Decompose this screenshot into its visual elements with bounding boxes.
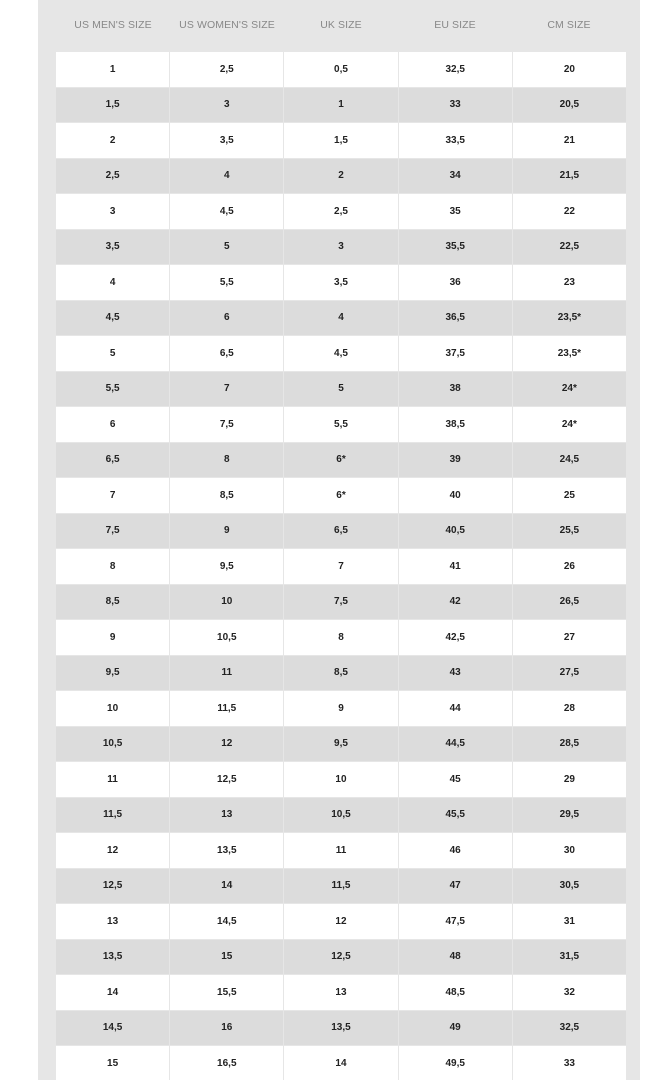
cell-uk: 12 — [284, 904, 397, 939]
table-row — [56, 194, 626, 229]
cell-us-mens: 6,5 — [56, 443, 169, 478]
cell-eu: 43 — [399, 656, 512, 691]
cell-us-mens: 9,5 — [56, 656, 169, 691]
cell-cm: 33 — [513, 1046, 626, 1081]
table-row — [56, 230, 626, 265]
cell-us-womens: 15,5 — [170, 975, 283, 1010]
cell-eu: 37,5 — [399, 336, 512, 371]
cell-cm: 28,5 — [513, 727, 626, 762]
cell-us-womens: 6 — [170, 301, 283, 336]
cell-us-womens: 2,5 — [170, 52, 283, 87]
cell-us-womens: 16,5 — [170, 1046, 283, 1081]
cell-eu: 40,5 — [399, 514, 512, 549]
table-row — [56, 52, 626, 87]
cell-eu: 36 — [399, 265, 512, 300]
table-row — [56, 265, 626, 300]
cell-uk: 7 — [284, 549, 397, 584]
table-row — [56, 904, 626, 939]
cell-cm: 32,5 — [513, 1011, 626, 1046]
cell-us-womens: 11,5 — [170, 691, 283, 726]
cell-eu: 39 — [399, 443, 512, 478]
cell-us-mens: 4,5 — [56, 301, 169, 336]
cell-us-womens: 10,5 — [170, 620, 283, 655]
cell-uk: 11 — [284, 833, 397, 868]
cell-us-womens: 8,5 — [170, 478, 283, 513]
cell-us-mens: 5,5 — [56, 372, 169, 407]
table-row — [56, 407, 626, 442]
cell-uk: 12,5 — [284, 940, 397, 975]
cell-uk: 7,5 — [284, 585, 397, 620]
cell-us-mens: 8,5 — [56, 585, 169, 620]
cell-us-womens: 4,5 — [170, 194, 283, 229]
cell-us-mens: 14 — [56, 975, 169, 1010]
cell-us-mens: 7 — [56, 478, 169, 513]
cell-uk: 14 — [284, 1046, 397, 1081]
cell-uk: 5,5 — [284, 407, 397, 442]
cell-us-mens: 6 — [56, 407, 169, 442]
cell-eu: 48 — [399, 940, 512, 975]
table-row — [56, 940, 626, 975]
cell-us-mens: 8 — [56, 549, 169, 584]
cell-cm: 31 — [513, 904, 626, 939]
table-row — [56, 1011, 626, 1046]
cell-cm: 24* — [513, 372, 626, 407]
cell-cm: 26,5 — [513, 585, 626, 620]
cell-cm: 22 — [513, 194, 626, 229]
cell-us-mens: 12,5 — [56, 869, 169, 904]
cell-cm: 26 — [513, 549, 626, 584]
table-row — [56, 514, 626, 549]
table-row — [56, 975, 626, 1010]
cell-cm: 24* — [513, 407, 626, 442]
header-us-womens: US WOMEN'S SIZE — [179, 19, 275, 31]
cell-us-mens: 9 — [56, 620, 169, 655]
cell-eu: 45 — [399, 762, 512, 797]
cell-cm: 29,5 — [513, 798, 626, 833]
cell-eu: 41 — [399, 549, 512, 584]
cell-cm: 21 — [513, 123, 626, 158]
header-eu: EU SIZE — [434, 19, 476, 31]
cell-us-mens: 1 — [56, 52, 169, 87]
cell-uk: 6,5 — [284, 514, 397, 549]
cell-eu: 49,5 — [399, 1046, 512, 1081]
table-row — [56, 443, 626, 478]
table-row — [56, 585, 626, 620]
cell-eu: 32,5 — [399, 52, 512, 87]
cell-eu: 38 — [399, 372, 512, 407]
cell-eu: 40 — [399, 478, 512, 513]
cell-cm: 20 — [513, 52, 626, 87]
cell-us-womens: 7,5 — [170, 407, 283, 442]
cell-uk: 8 — [284, 620, 397, 655]
cell-eu: 36,5 — [399, 301, 512, 336]
cell-uk: 4 — [284, 301, 397, 336]
cell-cm: 21,5 — [513, 159, 626, 194]
cell-us-mens: 3,5 — [56, 230, 169, 265]
cell-us-womens: 6,5 — [170, 336, 283, 371]
cell-uk: 4,5 — [284, 336, 397, 371]
table-row — [56, 833, 626, 868]
cell-us-mens: 5 — [56, 336, 169, 371]
cell-cm: 23,5* — [513, 301, 626, 336]
cell-uk: 8,5 — [284, 656, 397, 691]
cell-us-womens: 8 — [170, 443, 283, 478]
cell-eu: 46 — [399, 833, 512, 868]
table-row — [56, 762, 626, 797]
cell-cm: 27,5 — [513, 656, 626, 691]
cell-us-womens: 12 — [170, 727, 283, 762]
cell-uk: 3,5 — [284, 265, 397, 300]
cell-us-womens: 7 — [170, 372, 283, 407]
cell-us-mens: 10,5 — [56, 727, 169, 762]
cell-uk: 11,5 — [284, 869, 397, 904]
cell-uk: 9,5 — [284, 727, 397, 762]
cell-us-womens: 14 — [170, 869, 283, 904]
cell-eu: 47 — [399, 869, 512, 904]
table-row — [56, 372, 626, 407]
cell-uk: 9 — [284, 691, 397, 726]
table-row — [56, 336, 626, 371]
cell-cm: 22,5 — [513, 230, 626, 265]
cell-uk: 10 — [284, 762, 397, 797]
table-row — [56, 691, 626, 726]
cell-us-mens: 13 — [56, 904, 169, 939]
cell-us-womens: 3 — [170, 88, 283, 123]
cell-uk: 3 — [284, 230, 397, 265]
table-row — [56, 123, 626, 158]
cell-us-womens: 9 — [170, 514, 283, 549]
cell-uk: 0,5 — [284, 52, 397, 87]
cell-cm: 28 — [513, 691, 626, 726]
cell-us-womens: 10 — [170, 585, 283, 620]
cell-us-womens: 15 — [170, 940, 283, 975]
cell-cm: 23,5* — [513, 336, 626, 371]
cell-eu: 48,5 — [399, 975, 512, 1010]
cell-uk: 1 — [284, 88, 397, 123]
cell-uk: 6* — [284, 443, 397, 478]
cell-uk: 13 — [284, 975, 397, 1010]
cell-us-womens: 5 — [170, 230, 283, 265]
cell-eu: 35,5 — [399, 230, 512, 265]
cell-eu: 45,5 — [399, 798, 512, 833]
cell-uk: 6* — [284, 478, 397, 513]
cell-cm: 30,5 — [513, 869, 626, 904]
cell-eu: 42 — [399, 585, 512, 620]
cell-eu: 49 — [399, 1011, 512, 1046]
cell-us-mens: 10 — [56, 691, 169, 726]
size-table-body — [56, 52, 626, 1082]
header-uk: UK SIZE — [320, 19, 362, 31]
cell-us-mens: 15 — [56, 1046, 169, 1081]
table-row — [56, 798, 626, 833]
cell-us-mens: 3 — [56, 194, 169, 229]
cell-us-mens: 11 — [56, 762, 169, 797]
cell-eu: 44 — [399, 691, 512, 726]
cell-eu: 34 — [399, 159, 512, 194]
cell-eu: 38,5 — [399, 407, 512, 442]
cell-us-mens: 4 — [56, 265, 169, 300]
cell-uk: 10,5 — [284, 798, 397, 833]
cell-us-womens: 5,5 — [170, 265, 283, 300]
cell-us-mens: 13,5 — [56, 940, 169, 975]
cell-uk: 2,5 — [284, 194, 397, 229]
table-row — [56, 301, 626, 336]
table-row — [56, 1046, 626, 1081]
cell-us-mens: 11,5 — [56, 798, 169, 833]
cell-us-womens: 3,5 — [170, 123, 283, 158]
table-row — [56, 727, 626, 762]
header-cm: CM SIZE — [547, 19, 591, 31]
cell-cm: 24,5 — [513, 443, 626, 478]
cell-cm: 27 — [513, 620, 626, 655]
cell-cm: 25,5 — [513, 514, 626, 549]
cell-uk: 2 — [284, 159, 397, 194]
cell-cm: 29 — [513, 762, 626, 797]
cell-us-womens: 13,5 — [170, 833, 283, 868]
table-row — [56, 620, 626, 655]
cell-eu: 47,5 — [399, 904, 512, 939]
cell-cm: 20,5 — [513, 88, 626, 123]
header-us-mens: US MEN'S SIZE — [74, 19, 152, 31]
cell-us-womens: 4 — [170, 159, 283, 194]
cell-eu: 35 — [399, 194, 512, 229]
cell-uk: 1,5 — [284, 123, 397, 158]
cell-us-mens: 2 — [56, 123, 169, 158]
cell-us-mens: 14,5 — [56, 1011, 169, 1046]
cell-us-mens: 7,5 — [56, 514, 169, 549]
cell-eu: 44,5 — [399, 727, 512, 762]
table-row — [56, 549, 626, 584]
cell-cm: 31,5 — [513, 940, 626, 975]
table-header — [56, 0, 626, 50]
cell-cm: 25 — [513, 478, 626, 513]
cell-us-mens: 2,5 — [56, 159, 169, 194]
table-row — [56, 656, 626, 691]
cell-us-womens: 12,5 — [170, 762, 283, 797]
table-row — [56, 159, 626, 194]
cell-cm: 23 — [513, 265, 626, 300]
cell-eu: 33,5 — [399, 123, 512, 158]
cell-eu: 33 — [399, 88, 512, 123]
cell-us-mens: 1,5 — [56, 88, 169, 123]
table-row — [56, 869, 626, 904]
table-row — [56, 478, 626, 513]
cell-us-womens: 16 — [170, 1011, 283, 1046]
cell-cm: 32 — [513, 975, 626, 1010]
cell-us-womens: 13 — [170, 798, 283, 833]
cell-us-womens: 11 — [170, 656, 283, 691]
cell-cm: 30 — [513, 833, 626, 868]
cell-us-womens: 9,5 — [170, 549, 283, 584]
cell-us-mens: 12 — [56, 833, 169, 868]
table-row — [56, 88, 626, 123]
cell-eu: 42,5 — [399, 620, 512, 655]
cell-uk: 5 — [284, 372, 397, 407]
cell-uk: 13,5 — [284, 1011, 397, 1046]
cell-us-womens: 14,5 — [170, 904, 283, 939]
